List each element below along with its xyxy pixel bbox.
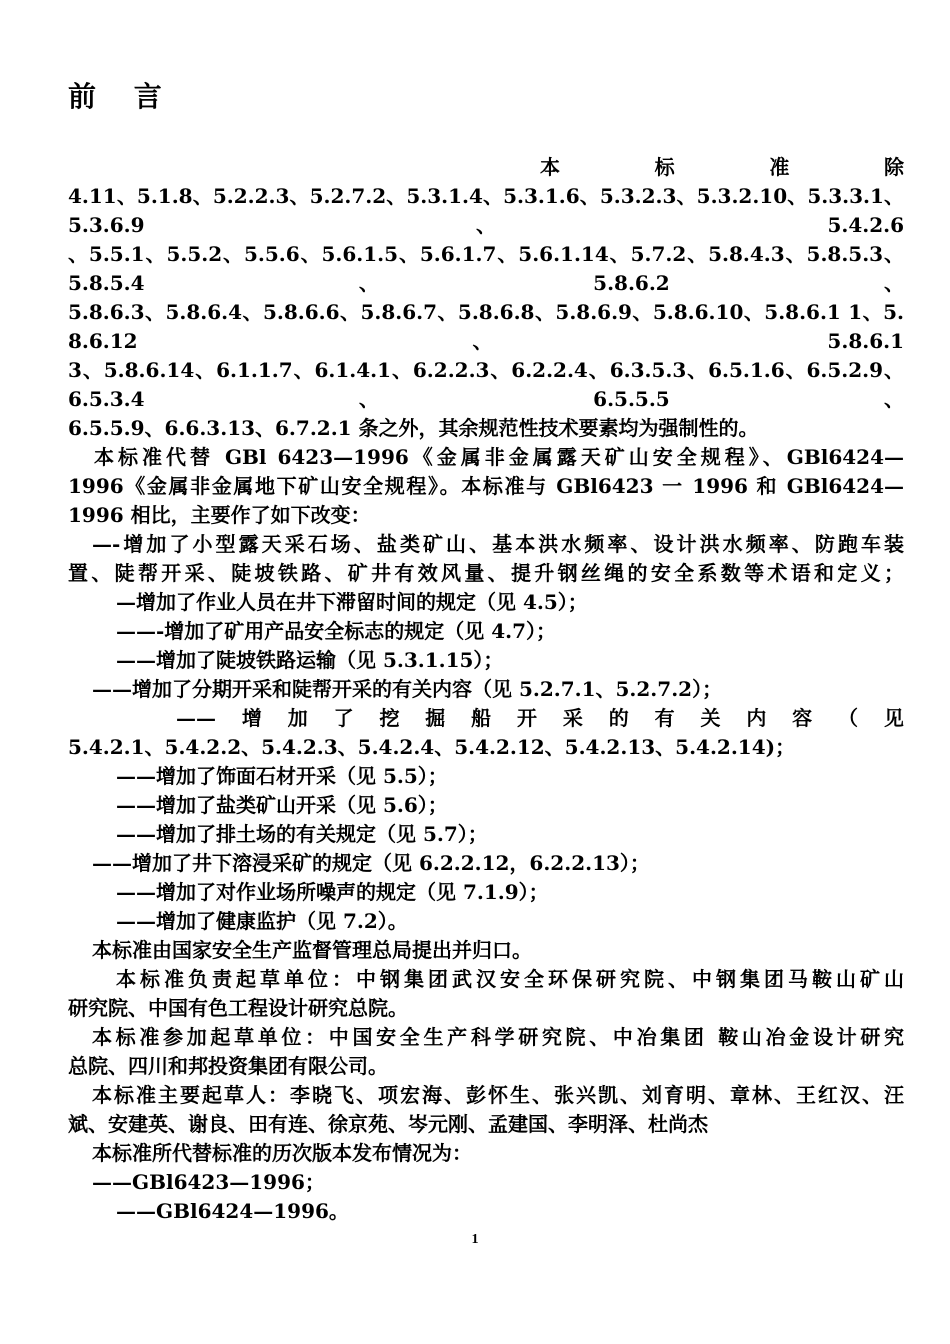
change-lead-char: 的 bbox=[608, 706, 629, 730]
scope-line: 3、5.8.6.14、6.1.1.7、6.1.4.1、6.2.2.3、6.2.2.4、6.3.5.3、6.5.1.6、6.5.2.9、6.5.3.4、6.5.5.5、 bbox=[68, 358, 904, 411]
scope-line: 5.8.6.3、5.8.6.4、5.8.6.6、5.8.6.7、5.8.6.8、5.8.6.9、5.8.6.10、5.8.6.1 1、5.8.6.12、5.8.6.1 bbox=[68, 300, 904, 353]
scope-line: 、5.5.1、5.5.2、5.5.6、5.6.1.5、5.6.1.7、5.6.1.14、5.7.2、5.8.4.3、5.8.5.3、5.8.5.4、5.8.6.2、 bbox=[68, 242, 904, 295]
scope-lead-char: 标 bbox=[654, 155, 675, 179]
change-lead-char: 有 bbox=[654, 706, 675, 730]
change-lead-char: 开 bbox=[517, 706, 538, 730]
page-number: 1 bbox=[471, 1232, 479, 1247]
change-item: —-增加了小型露天采石场、盐类矿山、基本洪水频率、设计洪水频率、防跑车装 bbox=[92, 532, 904, 556]
proposer-paragraph: 本标准由国家安全生产监督管理总局提出并归口。 bbox=[92, 938, 532, 962]
change-lead-char: 增 bbox=[241, 706, 262, 730]
change-item: ——增加了健康监护（见 7.2）。 bbox=[116, 909, 408, 933]
history-intro: 本标准所代替标准的历次版本发布情况为： bbox=[92, 1141, 472, 1165]
change-item: ——增加了排土场的有关规定（见 5.7）； bbox=[116, 822, 488, 846]
change-lead-char: 掘 bbox=[425, 706, 446, 730]
history-item: ——GBl6423—1996； bbox=[92, 1170, 325, 1194]
change-item: ——增加了分期开采和陡帮开采的有关内容（见 5.2.7.1、5.2.7.2）； bbox=[92, 677, 723, 701]
history-item: ——GBl6424—1996。 bbox=[116, 1199, 349, 1223]
change-lead-char: 采 bbox=[562, 706, 583, 730]
drafting-units-line: 研究院、中国有色工程设计研究总院。 bbox=[68, 996, 408, 1020]
drafters-line: 本标准主要起草人：李晓飞、项宏海、彭怀生、张兴凯、刘育明、章林、王红汉、汪 bbox=[92, 1083, 904, 1107]
change-item: ——增加了对作业场所噪声的规定（见 7.1.9）； bbox=[116, 880, 549, 904]
change-lead-char: （ bbox=[838, 706, 859, 730]
replace-line: 1996 相比，主要作了如下改变： bbox=[68, 503, 371, 527]
page-title: 前 言 bbox=[68, 80, 176, 113]
change-lead-char: 内 bbox=[746, 706, 767, 730]
change-lead-char: 加 bbox=[287, 706, 308, 730]
replace-line: 1996《金属非金属地下矿山安全规程》。本标准与 GBl6423 一 1996 和 GBl6424— bbox=[68, 474, 904, 498]
change-item: 5.4.2.1、5.4.2.2、5.4.2.3、5.4.2.4、5.4.2.12、5.4.2.13、5.4.2.14)； bbox=[68, 735, 796, 759]
change-item: ——增加了陡坡铁路运输（见 5.3.1.15）； bbox=[116, 648, 504, 672]
scope-line: 4.11、5.1.8、5.2.2.3、5.2.7.2、5.3.1.4、5.3.1.6、5.3.2.3、5.3.2.10、5.3.3.1、5.3.6.9、5.4.2.6 bbox=[68, 184, 904, 237]
change-item: 置、陡帮开采、陡坡铁路、矿井有效风量、提升钢丝绳的安全系数等术语和定义； bbox=[68, 561, 904, 585]
scope-lead-char: 除 bbox=[883, 155, 904, 179]
change-item-lead bbox=[68, 704, 904, 733]
drafters-line: 斌、安建英、谢良、田有连、徐京苑、岑元刚、孟建国、李明泽、杜尚杰 bbox=[68, 1112, 708, 1136]
change-lead-char: 挖 bbox=[379, 706, 400, 730]
drafting-units-line: 本标准负责起草单位：中钢集团武汉安全环保研究院、中钢集团马鞍山矿山 bbox=[116, 967, 904, 991]
change-lead-char: —— bbox=[176, 706, 216, 730]
change-item: ——增加了井下溶浸采矿的规定（见 6.2.2.12，6.2.2.13）； bbox=[92, 851, 650, 875]
scope-line: 6.5.5.9、6.6.3.13、6.7.2.1 条之外，其余规范性技术要素均为强制性的。 bbox=[68, 416, 759, 440]
change-lead-char: 了 bbox=[333, 706, 354, 730]
change-item: ——增加了饰面石材开采（见 5.5）； bbox=[116, 764, 448, 788]
change-lead-char: 关 bbox=[700, 706, 721, 730]
scope-lead-char: 本 bbox=[540, 155, 560, 179]
document-body bbox=[68, 153, 904, 1226]
change-item: ——-增加了矿用产品安全标志的规定（见 4.7）； bbox=[116, 619, 557, 643]
change-lead-char: 容 bbox=[792, 706, 813, 730]
change-item: —增加了作业人员在井下滞留时间的规定（见 4.5）； bbox=[116, 590, 588, 614]
replace-line: 本标准代替 GBl 6423—1996《金属非金属露天矿山安全规程》、GBl6424— bbox=[94, 445, 904, 469]
scope-lead-char: 准 bbox=[769, 155, 790, 179]
change-item: ——增加了盐类矿山开采（见 5.6）； bbox=[116, 793, 448, 817]
change-lead-char: 船 bbox=[471, 706, 492, 730]
change-lead-char: 见 bbox=[883, 706, 904, 730]
participating-units-line: 本标准参加起草单位：中国安全生产科学研究院、中冶集团 鞍山冶金设计研究 bbox=[92, 1025, 904, 1049]
scope-lead-line bbox=[68, 153, 904, 182]
participating-units-line: 总院、四川和邦投资集团有限公司。 bbox=[68, 1054, 388, 1078]
